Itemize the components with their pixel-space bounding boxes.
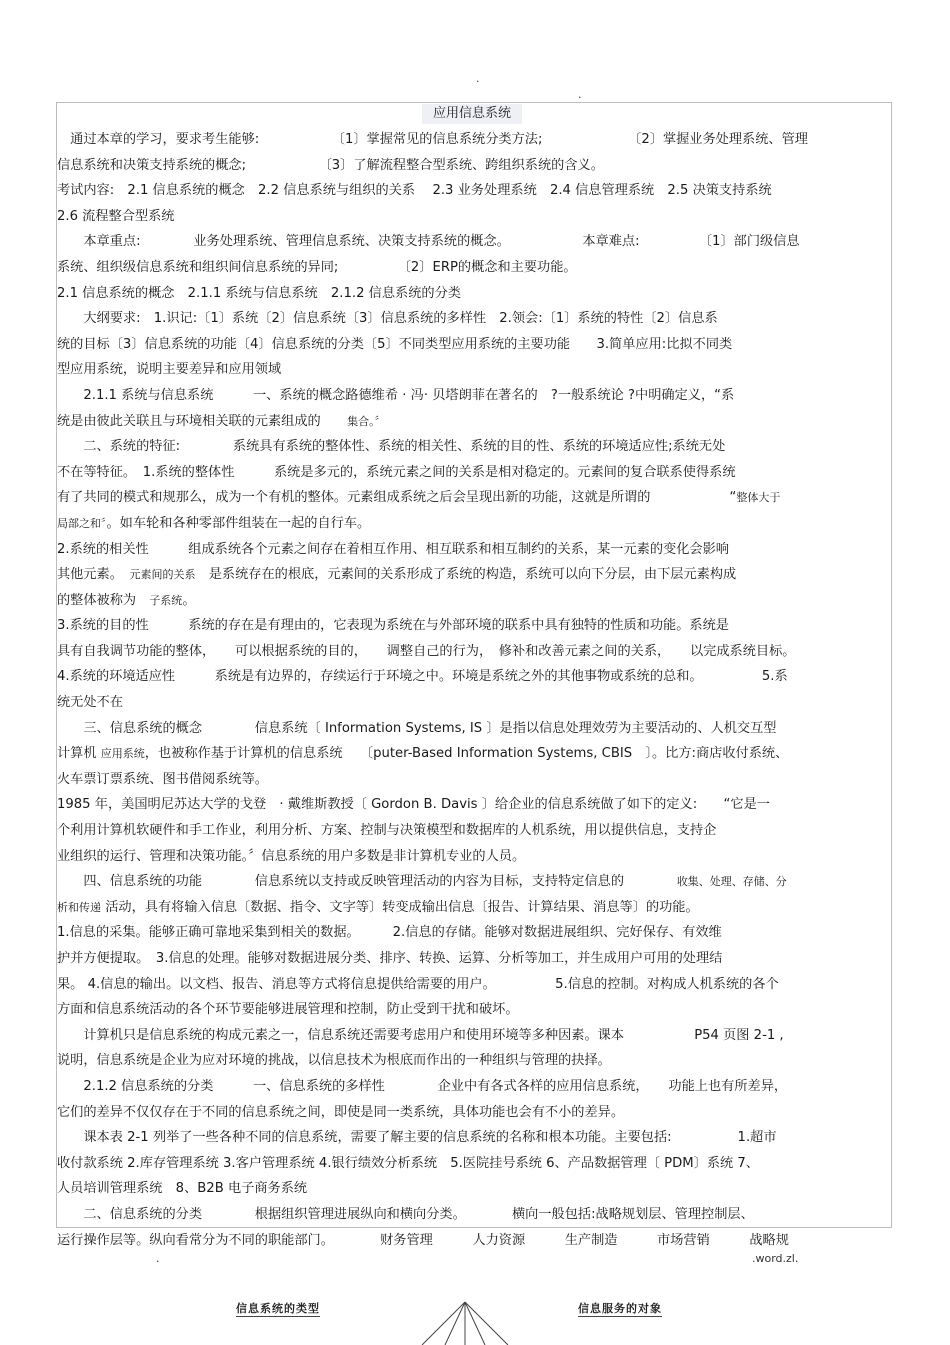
body-line	[57, 485, 891, 511]
body-line	[57, 460, 891, 486]
text-segment: 统是由彼此关联且与环境相关联的元素组成的	[57, 413, 348, 429]
text-segment: 元素间的关系	[129, 568, 196, 582]
body-line	[57, 537, 891, 563]
text-segment: 是系统存在的根底，元素间的关系形成了系统的构造，系统可以向下分层，由下层元素构成	[195, 567, 737, 583]
text-segment: 果。 4.信息的输出。以文档、报告、消息等方式将信息提供给需要的用户。 5.信息的控制。对构成人机系统的各个	[57, 976, 779, 992]
body-line	[57, 716, 891, 742]
body-line	[57, 895, 891, 921]
text-segment: 析和传递	[57, 900, 101, 914]
text-segment: 2.系统的相关性 组成系统各个元素之间存在着相互作用、相互联系和相互制约的关系，某一元素的变化会影响	[57, 541, 729, 557]
body-line	[57, 946, 891, 972]
body-line	[57, 639, 891, 665]
body-line	[57, 178, 891, 204]
body-line	[57, 357, 891, 383]
body-line	[57, 767, 891, 793]
text-segment: 型应用系统，说明主要差异和应用领域	[57, 362, 282, 378]
body-line	[57, 1151, 891, 1177]
text-segment: 1985 年，美国明尼苏达大学的戈登 · 戴维斯教授〔 Gordon B. Davis 〕给企业的信息系统做了如下的定义: “它是一	[57, 797, 770, 813]
body-line	[57, 588, 891, 614]
text-segment: 计算机只是信息系统的构成元素之一，信息系统还需要考虑用户和使用环境等多种因素。课本 P54 页图 2-1 ,	[57, 1027, 784, 1043]
text-segment: 火车票订票系统、图书借阅系统等。	[57, 771, 268, 787]
body-line	[57, 383, 891, 409]
body-line	[57, 255, 891, 281]
body-line	[57, 997, 891, 1023]
body-line	[57, 562, 891, 588]
body-line	[57, 127, 891, 153]
text-segment: 收付款系统 2.库存管理系统 3.客户管理系统 4.银行绩效分析系统 5.医院挂号系统 6、产品数据管理〔 PDM〕系统 7、	[57, 1155, 759, 1171]
text-segment: 不在等特征。 1.系统的整体性 系统是多元的，系统元素之间的关系是相对稳定的。元素间的复合联系使得系统	[57, 464, 736, 480]
body-line	[57, 306, 891, 332]
document-body	[57, 127, 891, 1253]
body-line	[57, 229, 891, 255]
text-segment: 大纲要求: 1.识记:〔1〕系统〔2〕信息系统〔3〕信息系统的多样性 2.领会:〔1〕系统的特性〔2〕信息系	[57, 311, 718, 327]
text-segment: 说明，信息系统是企业为应对环境的挑战，以信息技术为根底而作出的一种组织与管理的抉择。	[57, 1053, 611, 1069]
body-line	[57, 920, 891, 946]
text-segment: 护并方便提取。 3.信息的处理。能够对数据进展分类、排序、转换、运算、分析等加工，并生成用户可用的处理结	[57, 951, 723, 966]
text-segment: 人员培训管理系统 8、B2B 电子商务系统	[57, 1181, 308, 1197]
text-segment: 活动，具有将输入信息〔数据、指令、文字等〕转变成输出信息〔报告、计算结果、消息等〕的功能。	[101, 899, 699, 915]
text-segment: 的整体被称为	[57, 592, 150, 608]
text-segment: 个利用计算机软硬件和手工作业，利用分析、方案、控制与决策模型和数据库的人机系统，用以提供信息，支持企	[57, 823, 717, 839]
text-segment: 通过本章的学习，要求考生能够: 〔1〕掌握常见的信息系统分类方法; 〔2〕掌握业务处理系统、管理	[57, 132, 808, 147]
text-segment: 考试内容: 2.1 信息系统的概念 2.2 信息系统与组织的关系 2.3 业务处理系统 2.4 信息管理系统 2.5 决策支持系统	[57, 183, 772, 199]
footer-source: .word.zl.	[752, 1252, 799, 1265]
text-segment: 集合。〞	[347, 414, 386, 428]
header-dot-right: .	[578, 88, 582, 101]
text-segment: 3.系统的目的性 系统的存在是有理由的，它表现为系统在与外部环境的联系中具有独特的性质和功能。系统是	[57, 618, 729, 634]
body-line	[57, 1100, 891, 1126]
text-segment: 方面和信息系统活动的各个环节要能够进展管理和控制，防止受到干扰和破坏。	[57, 1002, 519, 1018]
text-segment: 本章重点: 业务处理系统、管理信息系统、决策支持系统的概念。 本章难点: 〔1〕部门级信息	[57, 234, 800, 250]
body-line	[57, 844, 891, 870]
body-line	[57, 869, 891, 895]
text-segment: 二、信息系统的分类 根据组织管理进展纵向和横向分类。 横向一般包括:战略规划层、管理控制层、	[57, 1206, 754, 1222]
body-line	[57, 690, 891, 716]
body-line	[57, 792, 891, 818]
body-line	[57, 204, 891, 230]
text-segment: 2.1 信息系统的概念 2.1.1 系统与信息系统 2.1.2 信息系统的分类	[57, 285, 461, 301]
text-segment: 2.1.1 系统与信息系统 一、系统的概念路德维希 · 冯· 贝塔朗菲在著名的 ?一般系统论 ?中明确定义，“系	[57, 387, 735, 403]
body-line	[57, 1176, 891, 1202]
body-line	[57, 741, 891, 767]
body-line	[57, 281, 891, 307]
text-segment: 信息系统和决策支持系统的概念; 〔3〕了解流程整合型系统、跨组织系统的含义。	[57, 157, 604, 173]
text-segment: 整体大于	[736, 491, 781, 505]
text-segment: 局部之和〞	[57, 516, 107, 530]
body-line	[57, 409, 891, 435]
body-line	[57, 1125, 891, 1151]
text-segment: 2.1.2 信息系统的分类 一、信息系统的多样性 企业中有各式各样的应用信息系统， 功能上也有所差异，	[57, 1078, 788, 1094]
body-line	[57, 613, 891, 639]
body-line	[57, 1074, 891, 1100]
body-line	[57, 1048, 891, 1074]
body-line	[57, 818, 891, 844]
text-segment: 应用系统	[100, 747, 145, 761]
text-segment: 计算机	[57, 746, 101, 762]
figure-label-right: 信息服务的对象	[578, 1302, 662, 1315]
text-segment: 二、系统的特征: 系统具有系统的整体性、系统的相关性、系统的目的性、系统的环境适应性;系统无处	[57, 439, 726, 455]
text-segment: 业组织的运行、管理和决策功能。〞信息系统的用户多数是非计算机专业的人员。	[57, 848, 526, 864]
text-segment: 收集、处理、存储、分	[676, 875, 787, 889]
body-line	[57, 153, 891, 179]
text-segment: 四、信息系统的功能 信息系统以支持或反映管理活动的内容为目标，支持特定信息的	[57, 874, 677, 890]
text-segment: 有了共同的模式和规那么，成为一个有机的整体。元素组成系统之后会呈现出新的功能，这就是所谓的 “	[57, 490, 737, 506]
text-segment: 系统、组织级信息系统和组织间信息系统的异同; 〔2〕ERP的概念和主要功能。	[57, 259, 577, 275]
text-segment: 统无处不在	[57, 695, 123, 711]
text-segment: 它们的差异不仅仅存在于不同的信息系统之间，即使是同一类系统，具体功能也会有不小的差异。	[57, 1104, 625, 1120]
body-line	[57, 1023, 891, 1049]
header-dot-left: .	[476, 72, 480, 85]
text-segment: 子系统	[149, 593, 183, 607]
text-segment: 。如车轮和各种零部件组装在一起的自行车。	[106, 515, 371, 531]
body-line	[57, 1202, 891, 1228]
body-line	[57, 511, 891, 537]
text-segment: 其他元素。	[57, 567, 130, 583]
text-segment: 2.6 流程整合型系统	[57, 208, 175, 224]
text-segment: 具有自我调节功能的整体， 可以根据系统的目的， 调整自己的行为， 修补和改善元素之间的关系， 以完成系统目标。	[57, 643, 796, 659]
body-line	[57, 332, 891, 358]
text-segment: 课本表 2-1 列举了一些各种不同的信息系统，需要了解主要的信息系统的名称和根本功能。主要包括: 1.超市	[57, 1130, 777, 1146]
body-line	[57, 434, 891, 460]
text-segment: 4.系统的环境适应性 系统是有边界的，存续运行于环境之中。环境是系统之外的其他事物或系统的总和。 5.系	[57, 669, 788, 685]
document-title: 应用信息系统	[422, 104, 522, 124]
text-segment: 三、信息系统的概念 信息系统〔 Information Systems, IS 〕是指以信息处理效劳为主要活动的、人机交互型	[57, 720, 777, 736]
body-line	[57, 1228, 891, 1254]
text-segment: 1.信息的采集。能够正确可靠地采集到相关的数据。 2.信息的存储。能够对数据进展组织、完好保存、有效维	[57, 925, 722, 941]
body-line	[57, 972, 891, 998]
footer-dot: .	[156, 1252, 160, 1265]
text-segment: 。	[182, 592, 196, 608]
text-segment: 统的目标〔3〕信息系统的功能〔4〕信息系统的分类〔5〕不同类型应用系统的主要功能 3.简单应用:比拟不同类	[57, 336, 733, 352]
body-line	[57, 664, 891, 690]
text-segment: 运行操作层等。纵向看常分为不同的职能部门。 财务管理 人力资源 生产制造 市场营销 战略规	[57, 1232, 789, 1248]
text-segment: ，也被称作基于计算机的信息系统 〔puter-Based Information Systems, CBIS 〕。比方:商店收付系统、	[144, 746, 789, 762]
pyramid-diagram	[420, 1300, 510, 1345]
figure-label-left: 信息系统的类型	[236, 1302, 320, 1315]
